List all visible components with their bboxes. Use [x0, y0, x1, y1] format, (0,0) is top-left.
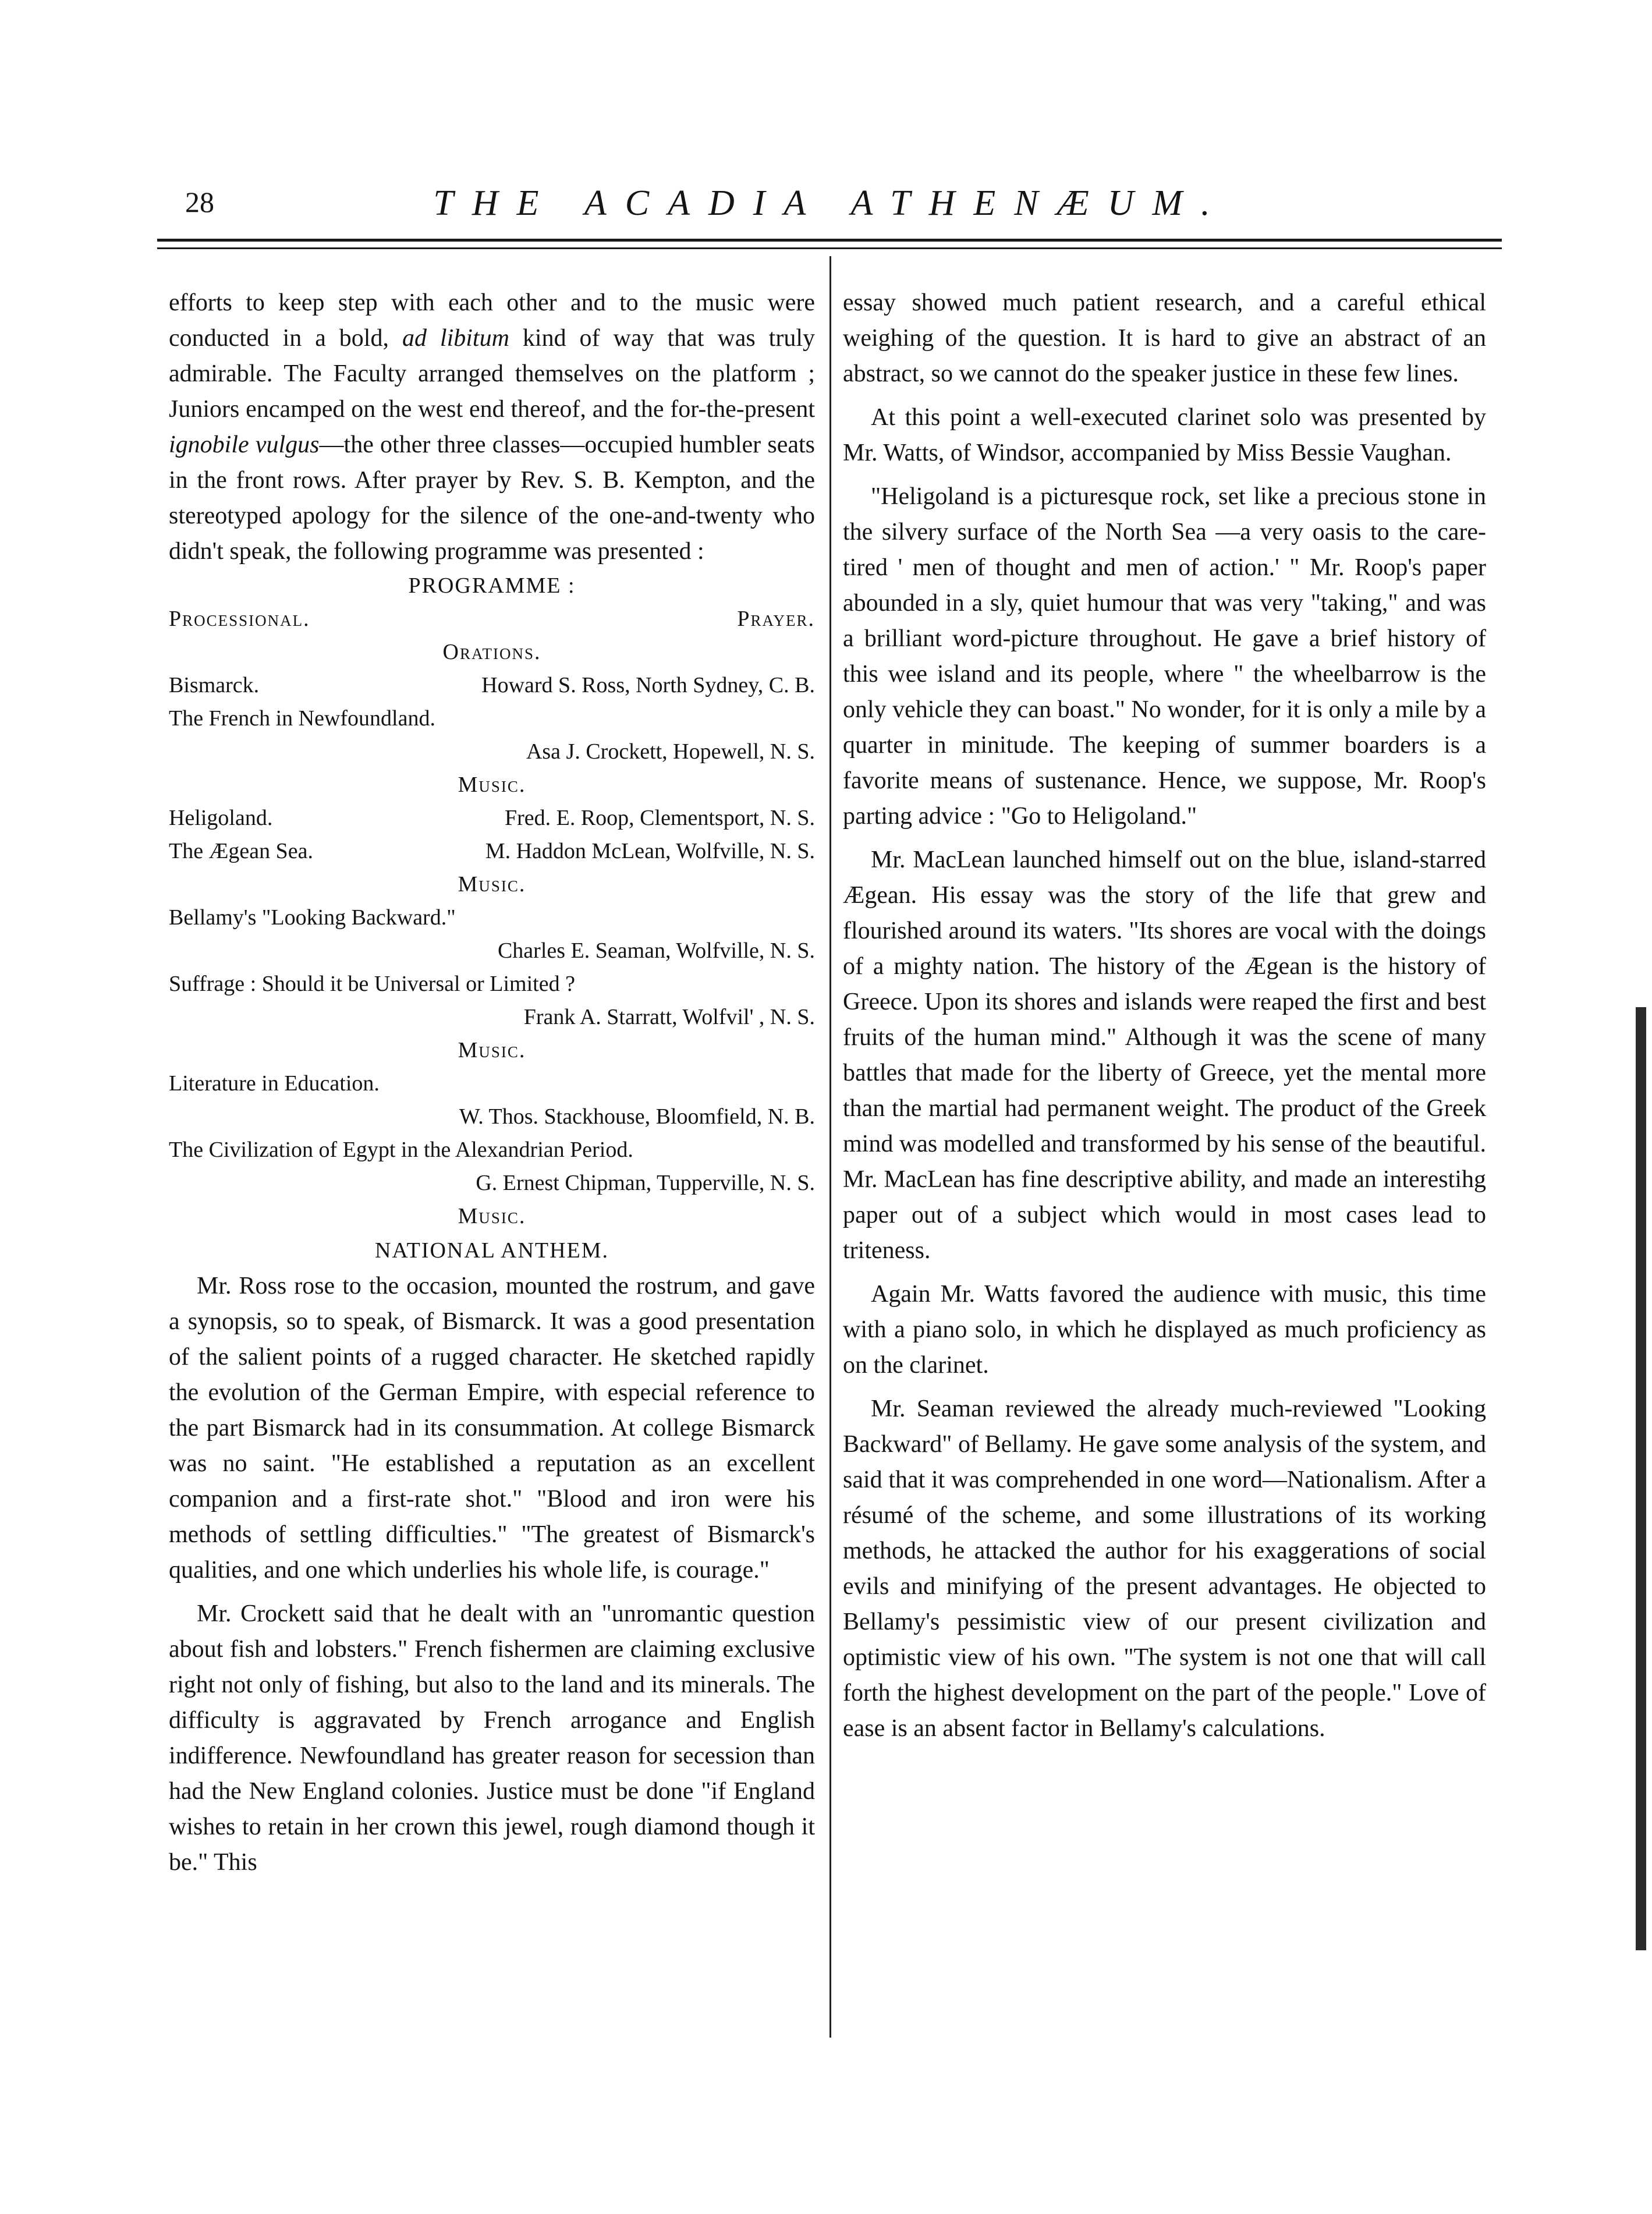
programme-item-speaker: Charles E. Seaman, Wolfville, N. S. — [497, 938, 815, 963]
programme-item: The Ægean Sea. M. Haddon McLean, Wolfville, N. S. — [169, 839, 815, 863]
maclean-paragraph: Mr. MacLean launched himself out on the blue, island-starred Ægean. His essay was the story of the life that grew and flourished around its waters. "Its shores are vocal with the doings of a mighty nation. The history of the Ægean is the history of Greece. Upon its shores and islands were reaped the first and best fruits of the human mind." Although it was the scene of many battles that made for the liberty of Greece, yet the mental more than the martial had permanent weight. The product of the Greek mind was modelled and transformed by his sense of the beautiful. Mr. MacLean has fine descriptive ability, and made an interestihg paper out of a subject which would in most cases lead to triteness. — [843, 846, 1486, 1264]
programme-item-speaker: W. Thos. Stackhouse, Bloomfield, N. B. — [459, 1104, 815, 1129]
intro-paragraph: efforts to keep step with each other and to the music were conducted in a bold, ad libitum kind of way that was truly admirable. The Faculty arranged themselves on the platform ; Juniors encamped on the west end thereof, and the for-the-present ignobile vulgus—the other three classes—occupied humbler seats in the front rows. After prayer by Rev. S. B. Kempton, and the stereotyped apology for the silence of the one-and-twenty who didn't speak, the following programme was presented : — [169, 289, 815, 565]
programme-item-speaker: Asa J. Crockett, Hopewell, N. S. — [526, 739, 815, 764]
programme-item-title: Literature in Education. — [169, 1071, 380, 1096]
left-column — [169, 285, 815, 1880]
programme-item-title: The Civilization of Egypt in the Alexandrian Period. — [169, 1138, 633, 1162]
programme-music: Music. — [458, 1038, 526, 1062]
programme-item-title: The French in Newfoundland. — [169, 706, 435, 731]
ross-paragraph: Mr. Ross rose to the occasion, mounted the rostrum, and gave a synopsis, so to speak, of Bismarck. It was a good presentation of the salient points of a rugged character. He sketched rapidly the evolution of the German Empire, with especial reference to the part Bismarck had in its consummation. At college Bismarck was no saint. "He established a reputation as an excellent companion and a first-rate shot." "Blood and iron were his methods of settling difficulties." "The greatest of Bismarck's qualities, and one which underlies his whole life, is courage." — [169, 1273, 815, 1584]
page-edge-shadow — [1636, 1007, 1646, 1950]
programme-music: Music. — [458, 872, 526, 897]
header-rule — [157, 239, 1502, 242]
clarinet-paragraph: At this point a well-executed clarinet solo was presented by Mr. Watts, of Windsor, accompanied by Miss Bessie Vaughan. — [843, 404, 1486, 466]
header-rule-thin — [157, 247, 1502, 249]
programme-item-title: Suffrage : Should it be Universal or Limited ? — [169, 972, 575, 996]
crockett-paragraph: Mr. Crockett said that he dealt with an "unromantic question about fish and lobsters." French fishermen are claiming exclusive right not only of fishing, but also to the land and its minerals. The difficulty is aggravated by French arrogance and English indifference. Newfoundland has greater reason for secession than had the New England colonies. Justice must be done "if England wishes to retain in her crown this jewel, rough diamond though it be." This — [169, 1600, 815, 1876]
right-column — [843, 285, 1486, 1747]
programme-section: Orations. — [442, 640, 541, 664]
piano-paragraph: Again Mr. Watts favored the audience with music, this time with a piano solo, in which he displayed as much proficiency as on the clarinet. — [843, 1281, 1486, 1379]
programme-title: PROGRAMME : — [408, 573, 576, 598]
page-header — [175, 175, 1487, 227]
heligoland-paragraph: "Heligoland is a picturesque rock, set like a precious stone in the silvery surface of the North Sea —a very oasis to the care-tired ' men of thought and men of action.' " Mr. Roop's paper abounded in a sly, quiet humour that was very "taking," and was a brilliant word-picture throughout. He gave a brief history of this wee island and its people, where " the wheelbarrow is the only vehicle they can boast." No wonder, for it is only a mile by a quarter in minitude. The keeping of summer boarders is a favorite means of sustenance. Hence, we suppose, Mr. Roop's parting advice : "Go to Heligoland." — [843, 483, 1486, 830]
national-anthem: NATIONAL ANTHEM. — [374, 1238, 609, 1263]
programme-item-speaker: G. Ernest Chipman, Tupperville, N. S. — [476, 1171, 815, 1195]
seaman-paragraph: Mr. Seaman reviewed the already much-reviewed "Looking Backward" of Bellamy. He gave some analysis of the system, and said that it was comprehended in one word—Nationalism. After a résumé of the scheme, and some illustrations of its working methods, he attacked the author for his exaggerations of social evils and minifying of the present advantages. He objected to Bellamy's pessimistic view of our present civilization and optimistic view of his own. "The system is not one that will call forth the highest development on the part of the people." Love of ease is an absent factor in Bellamy's calculations. — [843, 1395, 1486, 1742]
column-divider — [829, 256, 831, 2038]
journal-title: THE ACADIA ATHENÆUM. — [433, 183, 1229, 223]
programme-row: Processional. Prayer. — [169, 607, 815, 631]
programme-music: Music. — [458, 1204, 526, 1228]
programme-item-speaker: Frank A. Starratt, Wolfvil' , N. S. — [523, 1005, 815, 1029]
crockett-continued-paragraph: essay showed much patient research, and a careful ethical weighing of the question. It is hard to give an abstract of an abstract, so we cannot do the speaker justice in these few lines. — [843, 289, 1486, 387]
programme-item-title: Bellamy's "Looking Backward." — [169, 905, 456, 930]
programme-music: Music. — [458, 773, 526, 797]
page-number: 28 — [185, 186, 214, 218]
programme — [169, 569, 815, 1269]
programme-item: Bismarck. Howard S. Ross, North Sydney, C. B. — [169, 673, 815, 697]
programme-item: Heligoland. Fred. E. Roop, Clementsport, N. S. — [169, 806, 815, 830]
